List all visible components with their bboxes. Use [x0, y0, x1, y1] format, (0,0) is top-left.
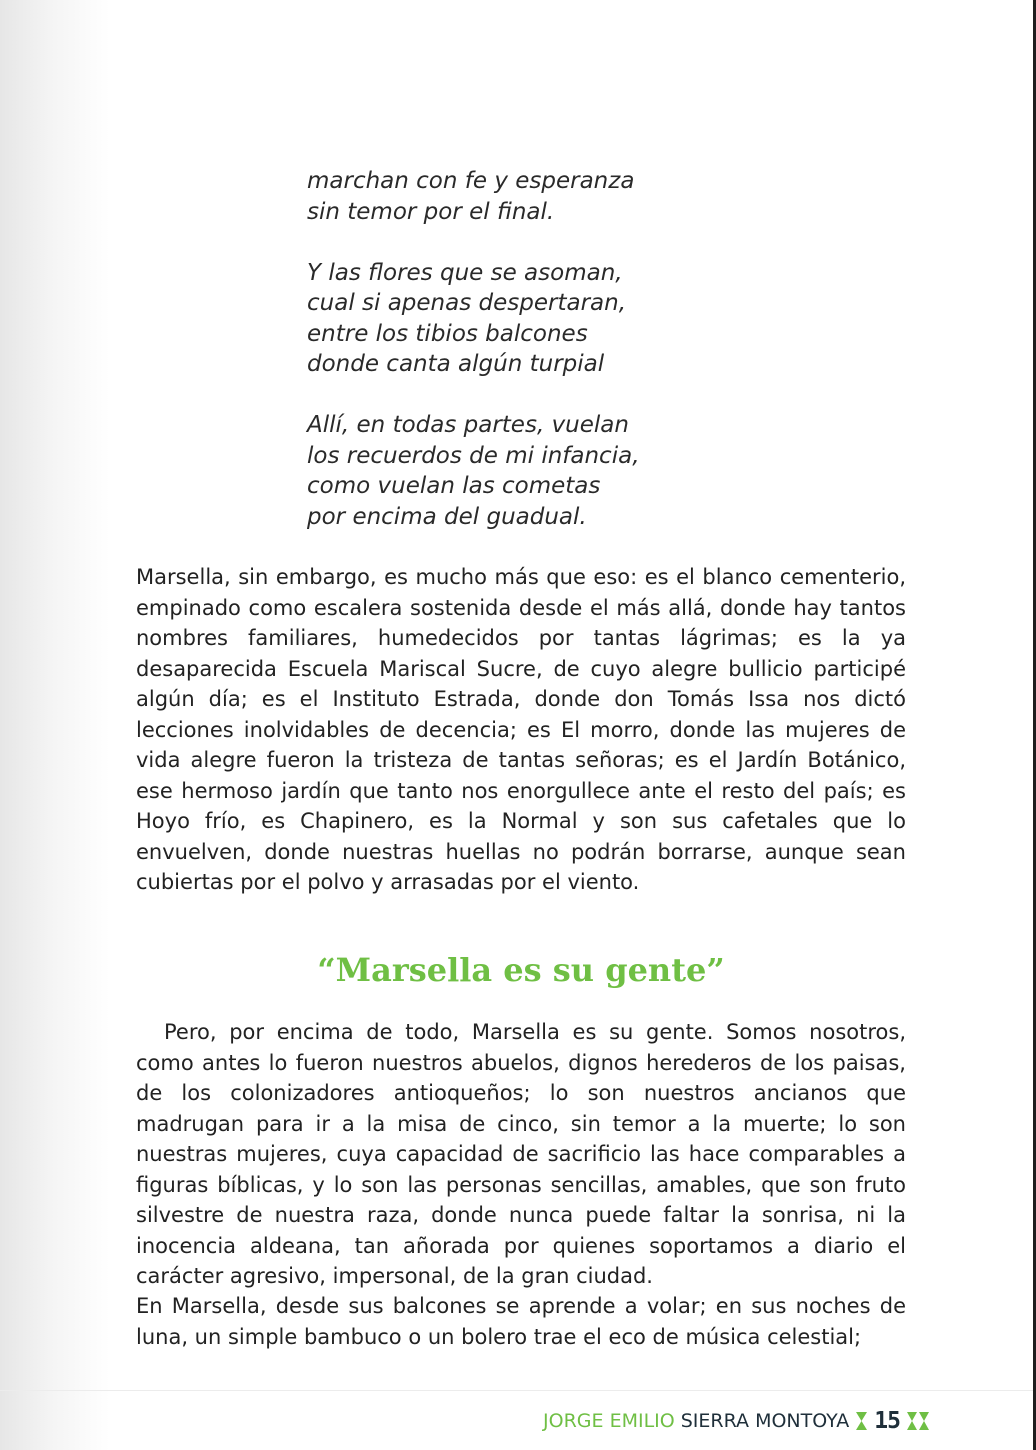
- poem-line: los recuerdos de mi infancia,: [307, 442, 640, 469]
- footer-author-first: JORGE EMILIO: [543, 1410, 675, 1432]
- poem-line: por encima del guadual.: [307, 503, 587, 530]
- poem-line: Allí, en todas partes, vuelan: [307, 412, 629, 438]
- section-heading: “Marsella es su gente”: [317, 951, 725, 989]
- poem-stanza: [307, 258, 727, 380]
- paragraph-cementerio: Marsella, sin embargo, es mucho más que eso: es el blanco cementerio, empinado como escalera sostenida desde el más allá, donde hay tantos nombres familiares, humedecidos por tantas lágrimas; es la ya desaparecida Escuela Mariscal Sucre, de cuyo alegre bullicio participé algún día; es el Instituto Estrada, donde don Tomás Issa nos dictó lecciones inolvidables de decencia; es El morro, donde las mujeres de vida alegre fueron la tristeza de tantas señoras; es el Jardín Botánico, ese hermoso jardín que tanto nos enorgullece ante el resto del país; es Hoyo frío, es Chapinero, es la Normal y son sus cafetales que lo envuelven, donde nuestras huellas no podrán borrarse, aunque sean cubiertas por el polvo y arrasadas por el viento.: [136, 565, 906, 894]
- poem-line: donde canta algún turpial: [307, 351, 605, 377]
- footer-author-last: SIERRA MONTOYA: [680, 1410, 850, 1432]
- page-number: 15: [874, 1408, 900, 1434]
- paragraph-balcones: En Marsella, desde sus balcones se aprende a volar; en sus noches de luna, un simple bambuco o un bolero trae el eco de música celestial;: [136, 1294, 906, 1349]
- paragraph-gente: Pero, por encima de todo, Marsella es su gente. Somos nosotros, como antes lo fueron nuestros abuelos, dignos herederos de los paisas, de los colonizadores antioqueños; lo son nuestros ancianos que madrugan para ir a la misa de cinco, sin temor a la muerte; lo son nuestras mujeres, cuya capacidad de sacrificio las hace comparables a figuras bíblicas, y lo son las personas sencillas, amables, que son fruto silvestre de nuestra raza, donde nunca puede faltar la sonrisa, ni la inocencia aldeana, tan añorada por quienes soportamos a diario el carácter agresivo, impersonal, de la gran ciudad.: [136, 1020, 906, 1288]
- poem-line: marchan con fe y esperanza: [307, 168, 635, 194]
- poem-line: sin temor por el final.: [307, 198, 555, 225]
- poem: [307, 166, 727, 563]
- poem-line: cual si apenas despertaran,: [307, 290, 627, 316]
- poem-line: como vuelan las cometas: [307, 473, 601, 499]
- hourglass-ornament-icon: [855, 1411, 868, 1431]
- page-gutter-shadow: [0, 0, 110, 1450]
- page-footer: [543, 1404, 930, 1438]
- poem-stanza: [307, 166, 727, 227]
- double-hourglass-ornament-icon: [906, 1411, 930, 1431]
- poem-line: entre los tibios balcones: [307, 320, 588, 347]
- poem-line: Y las flores que se asoman,: [307, 259, 623, 286]
- poem-stanza: [307, 410, 727, 532]
- footer-divider: [0, 1390, 1033, 1391]
